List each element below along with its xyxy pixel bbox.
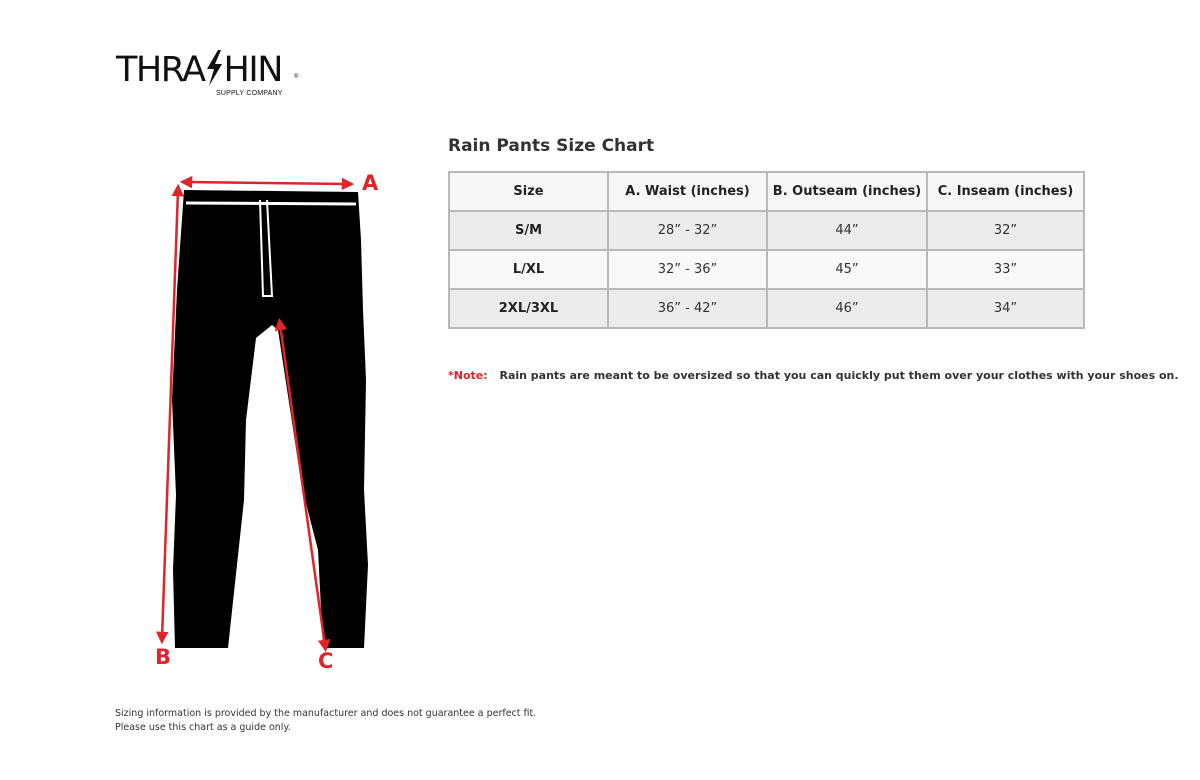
table-row [449,211,1084,250]
outseam-cell: 45” [767,250,927,289]
brand-wordmark [116,50,282,90]
pants-illustration [150,170,380,680]
disclaimer [115,707,536,735]
waist-arrow [186,182,348,184]
waist-cell: 28” - 32” [608,211,767,250]
waist-cell: 32” - 36” [608,250,767,289]
waist-label-a: A [362,171,379,195]
disclaimer-line-2: Please use this chart as a guide only. [115,722,291,733]
disclaimer-line-1: Sizing information is provided by the manufacturer and does not guarantee a perfect fit. [115,708,537,719]
inseam-cell: 34” [927,289,1084,328]
table-header-row [449,172,1084,211]
size-cell: S/M [449,211,608,250]
size-chart-table [448,171,1085,329]
brand-name-left: THRA [116,50,205,90]
inseam-cell: 33” [927,250,1084,289]
table-row [449,289,1084,328]
size-cell: 2XL/3XL [449,289,608,328]
outseam-cell: 46” [767,289,927,328]
chart-title: Rain Pants Size Chart [448,136,655,156]
sizing-note [448,369,1179,382]
brand-logo [116,50,306,100]
note-text: Rain pants are meant to be oversized so that you can quickly put them over your clothes with your shoes on. [499,369,1179,382]
header-size: Size [449,172,608,211]
waist-cell: 36” - 42” [608,289,767,328]
outseam-cell: 44” [767,211,927,250]
inseam-label-c: C [318,649,334,673]
header-waist: A. Waist (inches) [608,172,767,211]
inseam-cell: 32” [927,211,1084,250]
outseam-label-b: B [155,645,172,669]
waistband-line [186,203,356,204]
lightning-bolt-icon [203,50,225,86]
size-cell: L/XL [449,250,608,289]
header-outseam: B. Outseam (inches) [767,172,927,211]
pants-measurement-diagram [150,170,380,680]
brand-name-right: HIN [223,50,282,90]
note-label: *Note: [448,369,488,382]
trademark-mark: ® [294,74,299,80]
table-row [449,250,1084,289]
brand-tagline: SUPPLY COMPANY [216,90,283,97]
header-inseam: C. Inseam (inches) [927,172,1084,211]
